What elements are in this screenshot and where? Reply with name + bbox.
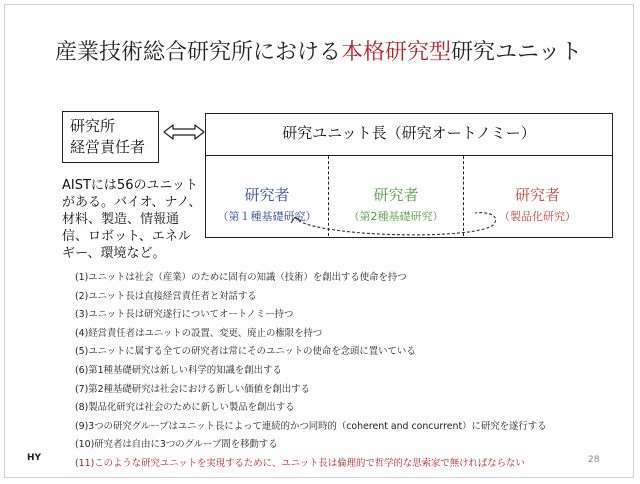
group-name: 研究者 [373,186,419,204]
title-accent: 本格研究型 [341,40,452,65]
group-name: 研究者 [514,186,560,204]
group-name: 研究者 [244,186,290,204]
principles-list [75,269,615,474]
dialogue-arrow-icon [162,123,206,141]
principle-item: (3)ユニット長は研究遂行についてオートノミー持つ [75,309,294,321]
author-initials: HY [27,453,42,463]
unit-head-box: 研究ユニット長（研究オートノミー） [205,113,613,155]
group-type: （第2種基礎研究） [348,210,444,223]
principle-item: (9)3つの研究グループはユニット長によって連続的かつ同時的（coherent and concurrent）に研究を遂行する [75,420,547,432]
group-type: （第１種基礎研究） [217,210,317,223]
page-number: 28 [588,455,600,465]
slide-title [55,35,635,66]
management-line2: 経営責任者 [70,138,146,156]
principle-item: (1)ユニットは社会（産業）のために固有の知識（技術）を創出する使命を持つ [75,272,407,283]
title-part1: 産業技術総合研究所における [55,40,342,65]
mobility-cycle-arrow-icon [275,205,515,241]
management-line1: 研究所 [70,117,116,135]
principle-item: (7)第2種基礎研究は社会における新しい価値を創出する [75,383,310,395]
aist-note: AISTには56のユニットがある。バイオ、ナノ、材料、製造、情報通信、ロボット、エネルギー、環境など。 [62,178,202,261]
principle-item: (5)ユニットに属する全ての研究者は常にそのユニットの使命を念頭に置いている [75,346,416,358]
group-type: （製品化研究） [499,210,576,223]
principle-item: (6)第1種基礎研究は新しい科学的知識を創出する [75,364,282,376]
slide [4,4,634,478]
principle-item-highlight: (11)このような研究ユニットを実現するために、ユニット長は倫理的で哲学的な思索家で無ければならない [75,457,525,469]
management-box [62,111,159,163]
title-part2: 研究ユニット [451,40,583,65]
principle-item: (8)製品化研究は社会のために新しい製品を創出する [75,402,295,414]
principle-item: (10)研究者は自由に3つのグループ間を移動する [75,439,278,451]
principle-item: (2)ユニット長は直接経営責任者と対話する [75,290,257,302]
principle-item: (4)経営責任者はユニットの設置、変更、廃止の権限を持つ [75,327,323,339]
